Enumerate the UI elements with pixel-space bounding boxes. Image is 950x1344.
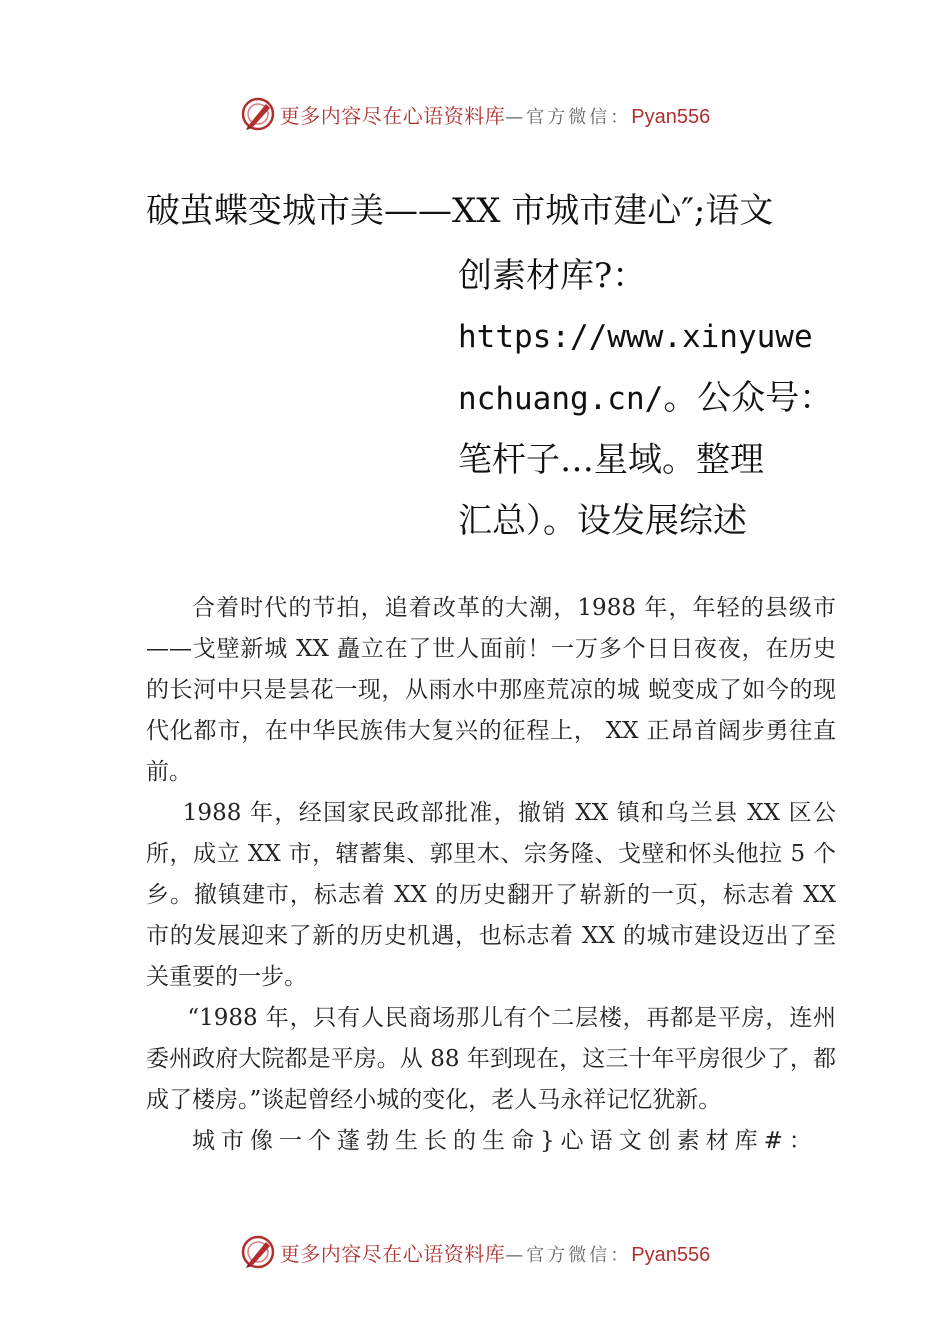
page-title-line-4 xyxy=(458,368,878,430)
paragraph-2: 1988 年，经国家民政部批准，撤销 XX 镇和乌兰县 XX 区公所，成立 XX 市，辖蓄集、郭里木、宗务隆、戈壁和怀头他拉 5 个乡。撤镇建市，标志着 XX 的历史翻开了崭新的一页，标志着 XX 市的发展迎来了新的历史机遇，也标志着 XX 的城市建设迈出了至关重要的一步。 xyxy=(146,800,836,990)
banner-wechat-id: Pyan556 xyxy=(631,105,711,128)
page-title-continuation xyxy=(458,246,878,552)
page-title-line-5: 笔杆子…星域。整理 xyxy=(458,440,764,480)
banner-text xyxy=(280,1238,710,1267)
banner-main-text: 更多内容尽在心语资料库 xyxy=(279,1241,506,1266)
url-suffix: 。公众号： xyxy=(663,378,834,418)
page-title-line-6: 汇总）。设发展综述 xyxy=(458,501,747,541)
banner-dash: — xyxy=(505,1244,527,1266)
pen-logo-icon xyxy=(240,96,276,132)
page-title-line-3: https://www.xinyuwe xyxy=(458,319,813,355)
paragraph-4: 城市像一个蓬勃生长的生命}心语文创素材库#： xyxy=(192,1128,818,1154)
paragraph-1: 合着时代的节拍，追着改革的大潮，1988 年，年轻的县级市——戈壁新城 XX 矗立在了世人面前！一万多个日日夜夜，在历史的长河中只是昙花一现，从雨水中那座荒凉的城 蜕变成了如今的现代化都市，在中华民族伟大复兴的征程上， XX 正昂首阔步勇往直前。 xyxy=(146,595,836,785)
banner-sub-text: 官方微信： xyxy=(526,1244,632,1266)
banner-sub-text: 官方微信： xyxy=(526,106,632,128)
banner-text xyxy=(280,100,710,129)
url-tail: nchuang.cn/ xyxy=(458,381,664,417)
footer-banner xyxy=(0,1230,950,1274)
banner-dash: — xyxy=(505,106,527,128)
pen-logo-icon xyxy=(240,1234,276,1270)
banner-wechat-id: Pyan556 xyxy=(631,1243,711,1266)
paragraph-3: “1988 年，只有人民商场那儿有个二层楼，再都是平房，连州委州政府大院都是平房。从 88 年到现在，这三十年平房很少了，都成了楼房。”谈起曾经小城的变化，老人马永祥记忆犹新。 xyxy=(146,1005,836,1113)
header-banner xyxy=(0,92,950,136)
banner-main-text: 更多内容尽在心语资料库 xyxy=(279,103,506,128)
article-body xyxy=(146,588,836,1162)
page-title-line-2: 创素材库?： xyxy=(458,256,647,296)
page-title-line-1: 破茧蝶变城市美——XX 市城市建心″;语文 xyxy=(146,191,774,231)
